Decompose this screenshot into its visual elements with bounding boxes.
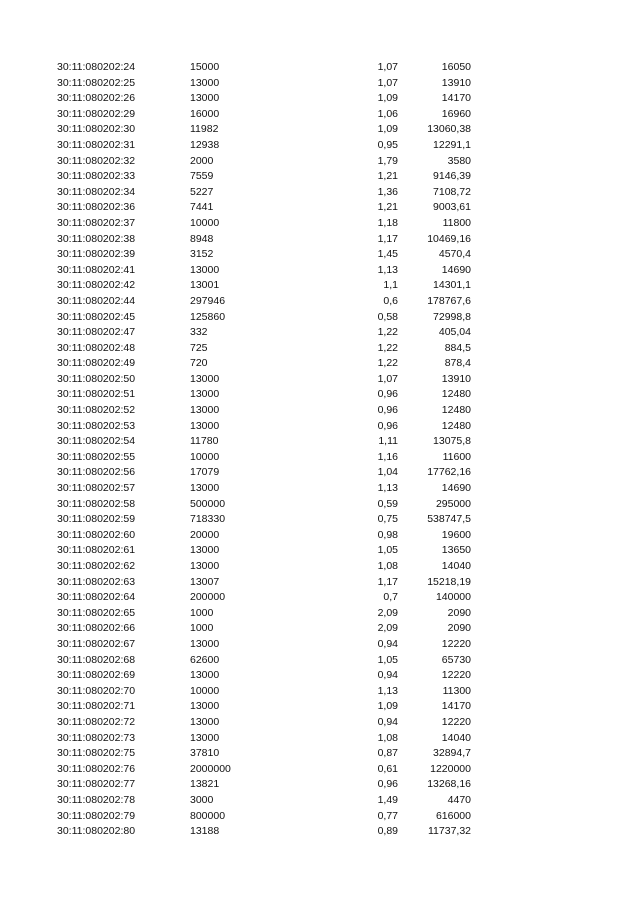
quantity-cell: 13000 [190, 76, 220, 89]
quantity-cell: 20000 [190, 528, 220, 541]
quantity-cell: 13000 [190, 263, 220, 276]
coefficient-cell: 1,36 [377, 185, 398, 198]
table-row [0, 185, 640, 201]
cadastral-number-cell: 30:11:080202:66 [57, 622, 136, 635]
table-row [0, 310, 640, 326]
quantity-cell: 3152 [190, 248, 214, 261]
quantity-cell: 16000 [190, 107, 220, 120]
cadastral-number-cell: 30:11:080202:76 [57, 762, 136, 775]
table-row [0, 138, 640, 154]
table-row [0, 294, 640, 310]
table-row [0, 528, 640, 544]
coefficient-cell: 1,18 [377, 216, 398, 229]
amount-cell: 12220 [441, 637, 471, 650]
amount-cell: 11737,32 [427, 825, 471, 838]
cadastral-number-cell: 30:11:080202:75 [57, 747, 136, 760]
coefficient-cell: 1,06 [377, 107, 398, 120]
coefficient-cell: 0,94 [377, 637, 398, 650]
table-row [0, 122, 640, 138]
amount-cell: 12220 [441, 669, 471, 682]
quantity-cell: 500000 [190, 497, 226, 510]
table-row [0, 107, 640, 123]
cadastral-number-cell: 30:11:080202:80 [57, 825, 136, 838]
table-row [0, 232, 640, 248]
coefficient-cell: 1,13 [377, 263, 398, 276]
cadastral-number-cell: 30:11:080202:53 [57, 419, 136, 432]
coefficient-cell: 1,07 [377, 372, 398, 385]
amount-cell: 13075,8 [433, 435, 471, 448]
table-row [0, 824, 640, 840]
cadastral-number-cell: 30:11:080202:78 [57, 793, 136, 806]
amount-cell: 12480 [441, 404, 471, 417]
cadastral-number-cell: 30:11:080202:24 [57, 61, 136, 73]
quantity-cell: 10000 [190, 216, 220, 229]
quantity-cell: 10000 [190, 684, 220, 697]
cadastral-number-cell: 30:11:080202:77 [57, 778, 136, 791]
table-row [0, 559, 640, 575]
cadastral-number-cell: 30:11:080202:45 [57, 310, 136, 323]
cadastral-number-cell: 30:11:080202:49 [57, 357, 136, 370]
amount-cell: 9146,39 [433, 170, 471, 183]
coefficient-cell: 0,96 [377, 419, 398, 432]
coefficient-cell: 1,21 [377, 170, 398, 183]
cadastral-number-cell: 30:11:080202:62 [57, 560, 136, 572]
amount-cell: 878,4 [444, 357, 471, 370]
coefficient-cell: 1,09 [377, 700, 398, 713]
table-row [0, 512, 640, 528]
coefficient-cell: 0,87 [377, 747, 398, 760]
amount-cell: 13910 [441, 372, 471, 385]
quantity-cell: 2000 [190, 154, 214, 167]
quantity-cell: 800000 [190, 809, 226, 822]
table-row [0, 809, 640, 825]
cadastral-number-cell: 30:11:080202:55 [57, 450, 136, 463]
table-row [0, 684, 640, 700]
amount-cell: 17762,16 [427, 466, 471, 479]
amount-cell: 65730 [441, 653, 471, 666]
table-row [0, 216, 640, 232]
amount-cell: 13910 [441, 76, 471, 89]
cadastral-number-cell: 30:11:080202:54 [57, 435, 136, 448]
amount-cell: 14170 [441, 700, 471, 713]
table-row [0, 777, 640, 793]
amount-cell: 14690 [441, 482, 471, 495]
amount-cell: 884,5 [444, 341, 471, 354]
quantity-cell: 13000 [190, 388, 220, 401]
amount-cell: 538747,5 [427, 513, 471, 526]
quantity-cell: 62600 [190, 653, 220, 666]
coefficient-cell: 1,13 [377, 482, 398, 495]
quantity-cell: 13000 [190, 419, 220, 432]
quantity-cell: 13000 [190, 560, 220, 572]
cadastral-number-cell: 30:11:080202:52 [57, 404, 136, 417]
cadastral-number-cell: 30:11:080202:38 [57, 232, 136, 245]
amount-cell: 15218,19 [427, 575, 471, 588]
cadastral-number-cell: 30:11:080202:30 [57, 123, 136, 136]
quantity-cell: 37810 [190, 747, 220, 760]
coefficient-cell: 1,09 [377, 92, 398, 105]
cadastral-number-cell: 30:11:080202:39 [57, 248, 136, 261]
coefficient-cell: 1,49 [377, 793, 398, 806]
table-row [0, 372, 640, 388]
cadastral-number-cell: 30:11:080202:68 [57, 653, 136, 666]
coefficient-cell: 1,09 [377, 123, 398, 136]
quantity-cell: 5227 [190, 185, 214, 198]
quantity-cell: 13821 [190, 778, 220, 791]
coefficient-cell: 0,61 [377, 762, 398, 775]
amount-cell: 4570,4 [438, 248, 471, 261]
quantity-cell: 297946 [190, 294, 226, 307]
quantity-cell: 2000000 [190, 762, 231, 775]
amount-cell: 405,04 [438, 326, 471, 339]
quantity-cell: 13000 [190, 731, 220, 744]
coefficient-cell: 0,7 [383, 591, 398, 604]
cadastral-number-cell: 30:11:080202:26 [57, 92, 136, 105]
table-row [0, 91, 640, 107]
amount-cell: 14301,1 [433, 279, 471, 292]
quantity-cell: 13188 [190, 825, 220, 838]
coefficient-cell: 0,6 [383, 294, 398, 307]
cadastral-number-cell: 30:11:080202:58 [57, 497, 136, 510]
cadastral-number-cell: 30:11:080202:69 [57, 669, 136, 682]
cadastral-number-cell: 30:11:080202:34 [57, 185, 136, 198]
table-row [0, 60, 640, 76]
coefficient-cell: 1,22 [377, 326, 398, 339]
amount-cell: 19600 [441, 528, 471, 541]
quantity-cell: 11982 [190, 123, 219, 136]
amount-cell: 12220 [441, 715, 471, 728]
coefficient-cell: 1,08 [377, 560, 398, 572]
coefficient-cell: 0,94 [377, 715, 398, 728]
cadastral-number-cell: 30:11:080202:70 [57, 684, 136, 697]
table-row [0, 154, 640, 170]
cadastral-number-cell: 30:11:080202:72 [57, 715, 136, 728]
cadastral-number-cell: 30:11:080202:42 [57, 279, 136, 292]
quantity-cell: 125860 [190, 310, 226, 323]
coefficient-cell: 1,17 [377, 575, 398, 588]
coefficient-cell: 1,11 [378, 435, 398, 448]
cadastral-number-cell: 30:11:080202:61 [57, 544, 136, 557]
amount-cell: 13650 [441, 544, 471, 557]
cadastral-number-cell: 30:11:080202:48 [57, 341, 136, 354]
amount-cell: 16960 [441, 107, 471, 120]
cadastral-number-cell: 30:11:080202:33 [57, 170, 136, 183]
amount-cell: 11600 [442, 450, 471, 463]
amount-cell: 11800 [442, 216, 471, 229]
table-row [0, 356, 640, 372]
table-row [0, 668, 640, 684]
quantity-cell: 332 [190, 326, 208, 339]
cadastral-number-cell: 30:11:080202:25 [57, 76, 136, 89]
amount-cell: 3580 [447, 154, 471, 167]
amount-cell: 11300 [442, 684, 471, 697]
quantity-cell: 10000 [190, 450, 220, 463]
amount-cell: 32894,7 [433, 747, 471, 760]
cadastral-number-cell: 30:11:080202:47 [57, 326, 136, 339]
quantity-cell: 13007 [190, 575, 220, 588]
quantity-cell: 12938 [190, 138, 220, 151]
coefficient-cell: 1,05 [377, 653, 398, 666]
cadastral-number-cell: 30:11:080202:60 [57, 528, 136, 541]
cadastral-number-cell: 30:11:080202:64 [57, 591, 136, 604]
table-row [0, 247, 640, 263]
quantity-cell: 1000 [190, 622, 214, 635]
quantity-cell: 13000 [190, 715, 220, 728]
coefficient-cell: 0,77 [377, 809, 398, 822]
table-row [0, 653, 640, 669]
cadastral-number-cell: 30:11:080202:67 [57, 637, 136, 650]
cadastral-number-cell: 30:11:080202:59 [57, 513, 136, 526]
amount-cell: 72998,8 [433, 310, 471, 323]
table-row [0, 762, 640, 778]
quantity-cell: 1000 [190, 606, 214, 619]
coefficient-cell: 1,79 [377, 154, 398, 167]
amount-cell: 295000 [435, 497, 471, 510]
cadastral-number-cell: 30:11:080202:71 [57, 700, 136, 713]
coefficient-cell: 1,07 [377, 76, 398, 89]
coefficient-cell: 1,04 [377, 466, 398, 479]
coefficient-cell: 1,22 [377, 357, 398, 370]
cadastral-number-cell: 30:11:080202:36 [57, 201, 136, 214]
coefficient-cell: 2,09 [377, 606, 398, 619]
amount-cell: 9003,61 [433, 201, 471, 214]
quantity-cell: 13000 [190, 372, 220, 385]
coefficient-cell: 1,22 [377, 341, 398, 354]
table-row [0, 387, 640, 403]
quantity-cell: 3000 [190, 793, 214, 806]
quantity-cell: 7559 [190, 170, 214, 183]
coefficient-cell: 1,13 [377, 684, 398, 697]
coefficient-cell: 0,59 [377, 497, 398, 510]
quantity-cell: 15000 [190, 61, 220, 73]
amount-cell: 7108,72 [433, 185, 471, 198]
amount-cell: 10469,16 [427, 232, 471, 245]
cadastral-number-cell: 30:11:080202:63 [57, 575, 136, 588]
coefficient-cell: 1,07 [377, 61, 398, 73]
cadastral-number-cell: 30:11:080202:41 [57, 263, 136, 276]
amount-cell: 14170 [441, 92, 471, 105]
cadastral-number-cell: 30:11:080202:31 [57, 138, 136, 151]
quantity-cell: 13000 [190, 404, 220, 417]
quantity-cell: 720 [190, 357, 208, 370]
quantity-cell: 13000 [190, 669, 220, 682]
data-table [0, 60, 640, 840]
table-row [0, 278, 640, 294]
table-row [0, 715, 640, 731]
amount-cell: 16050 [441, 61, 471, 73]
coefficient-cell: 1,08 [377, 731, 398, 744]
table-row [0, 699, 640, 715]
amount-cell: 14040 [441, 731, 471, 744]
quantity-cell: 13000 [190, 544, 220, 557]
cadastral-number-cell: 30:11:080202:29 [57, 107, 136, 120]
table-row [0, 793, 640, 809]
table-row [0, 341, 640, 357]
table-row [0, 263, 640, 279]
table-row [0, 621, 640, 637]
coefficient-cell: 0,75 [377, 513, 398, 526]
table-row [0, 575, 640, 591]
coefficient-cell: 0,96 [377, 388, 398, 401]
table-row [0, 606, 640, 622]
table-row [0, 590, 640, 606]
amount-cell: 1220000 [430, 762, 471, 775]
table-row [0, 731, 640, 747]
amount-cell: 13060,38 [427, 123, 471, 136]
coefficient-cell: 1,1 [383, 279, 398, 292]
quantity-cell: 725 [190, 341, 208, 354]
cadastral-number-cell: 30:11:080202:73 [57, 731, 136, 744]
quantity-cell: 13000 [190, 92, 220, 105]
quantity-cell: 17079 [190, 466, 220, 479]
quantity-cell: 13000 [190, 637, 220, 650]
table-row [0, 76, 640, 92]
table-row [0, 637, 640, 653]
amount-cell: 13268,16 [427, 778, 471, 791]
quantity-cell: 13000 [190, 700, 220, 713]
coefficient-cell: 0,95 [377, 138, 398, 151]
coefficient-cell: 0,96 [377, 404, 398, 417]
table-row [0, 481, 640, 497]
table-row [0, 746, 640, 762]
table-row [0, 169, 640, 185]
quantity-cell: 13001 [190, 279, 220, 292]
amount-cell: 2090 [447, 622, 471, 635]
amount-cell: 12480 [441, 419, 471, 432]
cadastral-number-cell: 30:11:080202:79 [57, 809, 136, 822]
coefficient-cell: 1,05 [377, 544, 398, 557]
cadastral-number-cell: 30:11:080202:56 [57, 466, 136, 479]
coefficient-cell: 0,58 [377, 310, 398, 323]
coefficient-cell: 0,94 [377, 669, 398, 682]
cadastral-number-cell: 30:11:080202:44 [57, 294, 136, 307]
coefficient-cell: 1,21 [377, 201, 398, 214]
table-row [0, 434, 640, 450]
quantity-cell: 8948 [190, 232, 214, 245]
coefficient-cell: 1,16 [377, 450, 398, 463]
cadastral-number-cell: 30:11:080202:32 [57, 154, 136, 167]
quantity-cell: 7441 [190, 201, 214, 214]
table-row [0, 465, 640, 481]
amount-cell: 14690 [441, 263, 471, 276]
quantity-cell: 13000 [190, 482, 220, 495]
cadastral-number-cell: 30:11:080202:37 [57, 216, 136, 229]
cadastral-number-cell: 30:11:080202:65 [57, 606, 136, 619]
amount-cell: 12291,1 [433, 138, 471, 151]
table-row [0, 419, 640, 435]
coefficient-cell: 0,98 [377, 528, 398, 541]
quantity-cell: 200000 [190, 591, 226, 604]
amount-cell: 14040 [441, 560, 471, 572]
table-row [0, 325, 640, 341]
cadastral-number-cell: 30:11:080202:50 [57, 372, 136, 385]
coefficient-cell: 1,17 [377, 232, 398, 245]
quantity-cell: 718330 [190, 513, 226, 526]
amount-cell: 12480 [441, 388, 471, 401]
coefficient-cell: 2,09 [377, 622, 398, 635]
table-row [0, 200, 640, 216]
amount-cell: 140000 [435, 591, 471, 604]
amount-cell: 2090 [447, 606, 471, 619]
coefficient-cell: 1,45 [377, 248, 398, 261]
quantity-cell: 11780 [190, 435, 219, 448]
table-row [0, 450, 640, 466]
amount-cell: 616000 [435, 809, 471, 822]
amount-cell: 178767,6 [427, 294, 471, 307]
cadastral-number-cell: 30:11:080202:51 [57, 388, 136, 401]
coefficient-cell: 0,89 [377, 825, 398, 838]
table-row [0, 543, 640, 559]
coefficient-cell: 0,96 [377, 778, 398, 791]
table-row [0, 403, 640, 419]
cadastral-number-cell: 30:11:080202:57 [57, 482, 136, 495]
table-row [0, 497, 640, 513]
amount-cell: 4470 [447, 793, 471, 806]
